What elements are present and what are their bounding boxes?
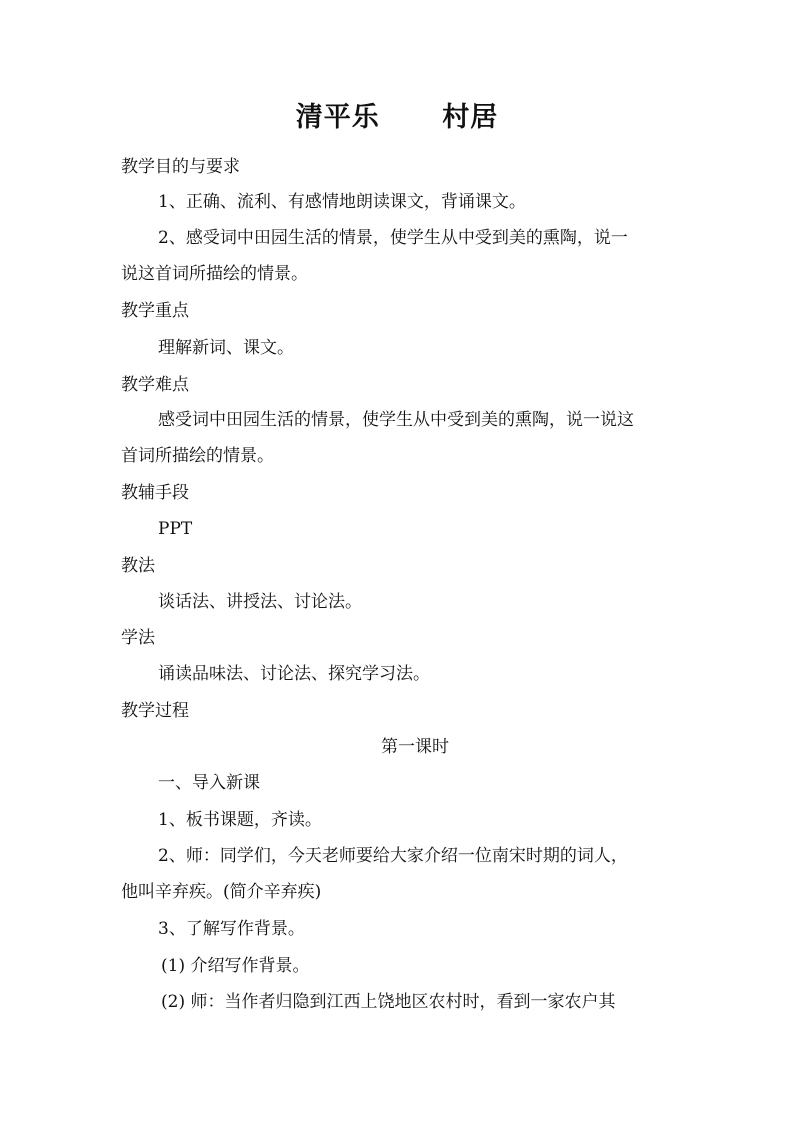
body-text-line: 2、感受词中田园生活的情景，使学生从中受到美的熏陶，说一 — [158, 228, 628, 248]
section-heading: 学法 — [121, 628, 155, 648]
section-heading: 教法 — [121, 556, 155, 576]
body-text-line: 一、导入新课 — [158, 773, 260, 793]
document-title: 清平乐 村居 — [295, 102, 499, 133]
section-heading: 教学难点 — [121, 375, 189, 395]
body-text-line: 诵读品味法、讨论法、探究学习法。 — [158, 664, 430, 684]
section-heading: 教学目的与要求 — [121, 157, 240, 177]
body-text-line: 感受词中田园生活的情景，使学生从中受到美的熏陶，说一说这 — [158, 410, 634, 430]
section-heading: 教学过程 — [121, 701, 189, 721]
body-text-line: 1、板书课题，齐读。 — [158, 810, 322, 830]
body-text-line: (2) 师：当作者归隐到江西上饶地区农村时，看到一家农户其 — [161, 992, 616, 1012]
body-text-line: 首词所描绘的情景。 — [121, 446, 274, 466]
section-heading: 教辅手段 — [121, 483, 189, 503]
body-text-line: 2、师：同学们，今天老师要给大家介绍一位南宋时期的词人， — [158, 846, 628, 866]
body-text-line: 谈话法、讲授法、讨论法。 — [158, 592, 362, 612]
section-heading: 教学重点 — [121, 301, 189, 321]
body-text-line: 第一课时 — [381, 737, 449, 757]
body-text-line: 他叫辛弃疾。(简介辛弃疾) — [121, 882, 322, 902]
body-text-line: (1) 介绍写作背景。 — [161, 956, 310, 976]
body-text-line: 理解新词、课文。 — [158, 338, 294, 358]
body-text-line: 3、了解写作背景。 — [158, 919, 305, 939]
body-text-line: 说这首词所描绘的情景。 — [121, 264, 308, 284]
body-text-line: 1、正确、流利、有感情地朗读课文，背诵课文。 — [158, 192, 526, 212]
body-text-line: PPT — [158, 519, 193, 539]
